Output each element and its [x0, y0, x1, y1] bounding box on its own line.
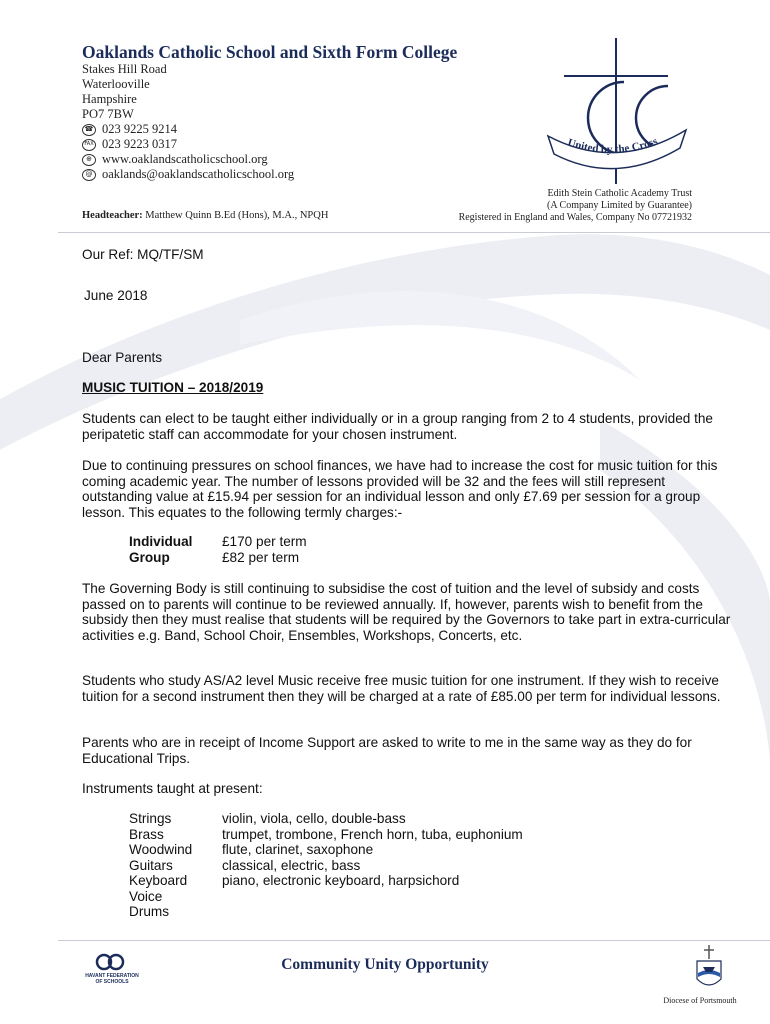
charge-value: £170 per term	[222, 534, 307, 549]
address-line: Waterlooville	[82, 77, 150, 91]
contact-email	[82, 167, 294, 182]
contact-phone	[82, 122, 294, 137]
school-name: Oaklands Catholic School and Sixth Form College	[82, 42, 458, 62]
school-address	[82, 62, 294, 182]
reference: Our Ref: MQ/TF/SM	[82, 247, 204, 262]
havant-line: OF SCHOOLS	[95, 979, 129, 985]
headteacher-name: Matthew Quinn B.Ed (Hons), M.A., NPQH	[145, 210, 329, 221]
fax-icon: FAX	[82, 139, 96, 151]
instrument-list	[129, 811, 523, 920]
trust-line: (A Company Limited by Guarantee)	[547, 200, 692, 211]
instrument-family: Brass	[129, 826, 164, 842]
website-link[interactable]: www.oaklandscatholicschool.org	[102, 152, 268, 166]
instrument-family: Keyboard	[129, 873, 188, 888]
trust-line: Edith Stein Catholic Academy Trust	[547, 188, 692, 199]
footer-divider	[58, 940, 770, 941]
instrument-family: Woodwind	[129, 842, 193, 857]
instrument-row	[129, 842, 523, 858]
charge-value: £82 per term	[222, 549, 300, 565]
header-divider	[58, 232, 770, 233]
headteacher-line	[82, 210, 328, 221]
instrument-row	[129, 904, 523, 920]
globe-icon: ⊕	[82, 154, 96, 166]
school-logo	[540, 36, 690, 186]
instrument-items: classical, electric, bass	[222, 857, 361, 873]
paragraph-group-sizes: Students can elect to be taught either individually or in a group ranging from 2 to 4 students, provided the peripatetic staff can accommodate for your chosen instrument.	[82, 411, 713, 442]
paragraph-fees: Due to continuing pressures on school finances, we have had to increase the cost for music tuition for this coming academic year. The number of lessons provided will be 32 and the fees will still represent outstanding value at £15.94 per session for an individual lesson and only £7.69 per session for a group lesson. This equates to the following termly charges:-	[82, 458, 718, 520]
contact-fax	[82, 137, 294, 152]
letter-date: June 2018	[84, 288, 148, 303]
logo-banner-text: United by the Cross	[566, 135, 660, 156]
charge-row	[129, 534, 307, 550]
havant-federation-text	[78, 973, 146, 985]
salutation: Dear Parents	[82, 350, 163, 365]
footer-motto: Community Unity Opportunity	[281, 956, 489, 973]
headteacher-label: Headteacher:	[82, 210, 143, 221]
trust-info	[440, 188, 692, 224]
trust-line: Registered in England and Wales, Company No 07721932	[458, 212, 692, 223]
instrument-family: Drums	[129, 904, 170, 919]
phone-icon: ☎	[82, 124, 96, 136]
instrument-row	[129, 827, 523, 843]
address-line: PO7 7BW	[82, 107, 134, 121]
address-line: Hampshire	[82, 92, 137, 106]
instrument-family: Strings	[129, 811, 172, 826]
letter-subject: MUSIC TUITION – 2018/2019	[82, 380, 264, 395]
email-link[interactable]: oaklands@oaklandscatholicschool.org	[102, 167, 295, 181]
instrument-row	[129, 873, 523, 889]
paragraph-a-level: Students who study AS/A2 level Music receive free music tuition for one instrument. If they wish to receive tuition for a second instrument then they will be charged at a rate of £85.00 per term for individual lessons.	[82, 673, 721, 704]
charge-row	[129, 550, 307, 566]
phone-number: 023 9225 9214	[102, 122, 177, 136]
diocese-crest-icon	[694, 945, 724, 995]
paragraph-income-support: Parents who are in receipt of Income Support are asked to write to me in the same way as they do for Educational Trips.	[82, 735, 692, 766]
termly-charges	[129, 534, 307, 565]
instrument-family: Voice	[129, 888, 163, 904]
instrument-row	[129, 889, 523, 905]
instrument-items: piano, electronic keyboard, harpsichord	[222, 873, 460, 888]
instrument-items: flute, clarinet, saxophone	[222, 842, 374, 857]
fax-number: 023 9223 0317	[102, 137, 177, 151]
havant-line: HAVANT FEDERATION	[85, 973, 139, 979]
instrument-row	[129, 811, 523, 827]
instruments-intro: Instruments taught at present:	[82, 781, 263, 796]
charge-label: Individual	[129, 534, 193, 549]
instrument-items: trumpet, trombone, French horn, tuba, euphonium	[222, 826, 523, 842]
address-line: Stakes Hill Road	[82, 62, 167, 76]
email-icon: @	[82, 169, 96, 181]
charge-label: Group	[129, 549, 170, 565]
contact-website	[82, 152, 294, 167]
diocese-label: Diocese of Portsmouth	[663, 996, 737, 1005]
paragraph-subsidy: The Governing Body is still continuing to subsidise the cost of tuition and the level of subsidy and costs passed on to parents will continue to be reviewed annually. If, however, parents wish to benefit from the subsidy then they must realise that students will be required by the Governors to take part in extra-curricular activities e.g. Band, School Choir, Ensembles, Workshops, Concerts, etc.	[82, 581, 731, 643]
instrument-row	[129, 858, 523, 874]
instrument-items: violin, viola, cello, double-bass	[222, 811, 406, 826]
instrument-family: Guitars	[129, 857, 173, 873]
